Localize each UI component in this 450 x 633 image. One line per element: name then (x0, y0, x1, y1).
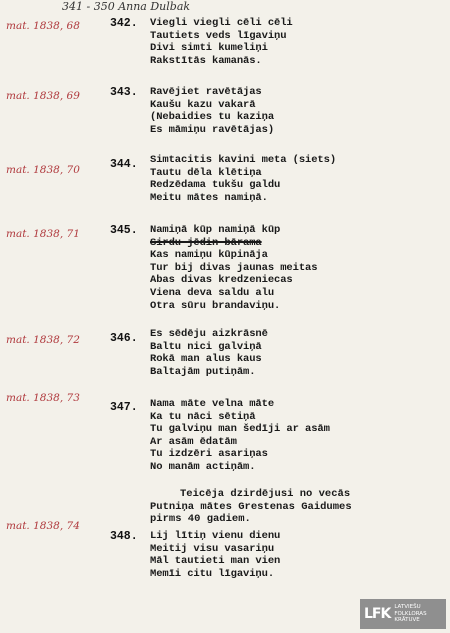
verse-line: Meitu mātes namiņā. (150, 191, 268, 204)
verse-line: Rokā man alus kaus (150, 353, 262, 366)
verse-line: Redzēdama tukšu galdu (150, 179, 281, 192)
verse-line: Baltu nici galviņā (150, 340, 262, 353)
informant-note (150, 488, 352, 526)
archive-reference: mat. 1838, 69 (6, 90, 80, 102)
entry-number: 342. (110, 17, 138, 30)
verse-line: No manām actiņām. (150, 460, 256, 473)
verse-line: Kas namiņu kūpināja (150, 249, 268, 262)
verse-line: Tur bij divas jaunas meitas (150, 261, 318, 274)
verse-lines (150, 398, 330, 474)
verse-line: Māl tautieti man vien (150, 555, 281, 568)
verse-lines (150, 530, 280, 580)
archive-reference: mat. 1838, 68 (6, 20, 80, 32)
archive-reference: mat. 1838, 74 (6, 520, 80, 532)
note-line: pirms 40 gadiem. (150, 513, 251, 526)
verse-line: Ravējiet ravētājas (150, 86, 262, 98)
logo-mark: LFK (364, 606, 391, 622)
archive-logo (360, 599, 446, 629)
logo-text-line: LATVIEŠU (394, 604, 421, 611)
verse-lines (150, 17, 293, 67)
page-header: 341 - 350 Anna Dulbak (62, 0, 191, 13)
verse-lines (150, 154, 336, 204)
verse-line: Baltajām putiņām. (150, 365, 256, 378)
verse-line: Simtacitis kavini meta (siets) (150, 154, 337, 166)
verse-line: Kaušu kazu vakarā (150, 98, 256, 111)
note-line: Teicēja dzirdējusi no vecās (180, 488, 351, 500)
entry-number: 348. (110, 530, 138, 543)
verse-line: Divi simti kumeliņi (150, 42, 268, 55)
verse-lines (150, 86, 274, 136)
entry-number: 346. (110, 332, 138, 345)
entry-number: 343. (110, 86, 138, 99)
verse-line: Rakstītās kamanās. (150, 54, 262, 67)
entry-number: 345. (110, 224, 138, 237)
archive-reference: mat. 1838, 70 (6, 164, 80, 176)
note-line: Putniņa mātes Grestenas Gaidumes (150, 500, 352, 513)
verse-line: Es māmiņu ravētājas) (150, 123, 275, 136)
archive-reference: mat. 1838, 72 (6, 334, 80, 346)
verse-line: Abas divas kredzeniecas (150, 274, 293, 287)
verse-line: Es sēdēju aizkrāsnē (150, 328, 268, 340)
verse-line: Memīi citu līgaviņu. (150, 567, 275, 580)
entry-number: 347. (110, 401, 138, 414)
archive-reference: mat. 1838, 71 (6, 228, 80, 240)
verse-line: Ka tu nāci sētiņā (150, 410, 256, 423)
verse-line: Nama māte velna māte (150, 398, 275, 410)
verse-lines (150, 224, 317, 312)
logo-text-line: KRĀTUVE (394, 617, 420, 624)
archive-reference: mat. 1838, 73 (6, 392, 80, 404)
verse-line: Viena deva saldu alu (150, 286, 275, 299)
verse-line: Tautiets veds līgaviņu (150, 29, 287, 42)
verse-line: Lij lītiņ vienu dienu (150, 530, 281, 542)
verse-line: Otra sūru brandaviņu. (150, 299, 281, 312)
verse-line: Viegli viegli cēli cēli (150, 17, 293, 29)
logo-text (394, 604, 426, 624)
verse-line: Tu izdzēri asariņas (150, 448, 268, 461)
verse-line: Tautu dēla klētiņa (150, 166, 262, 179)
entry-number: 344. (110, 158, 138, 171)
verse-line: Tu galviņu man šedīji ar asām (150, 423, 330, 436)
verse-lines (150, 328, 268, 378)
verse-line: (Nebaidies tu kaziņa (150, 111, 275, 124)
struck-verse-line: Sirdu jēdin bārama (150, 236, 262, 249)
verse-line: Ar asām ēdatām (150, 435, 237, 448)
logo-text-line: FOLKLORAS (394, 610, 427, 617)
verse-line: Namiņā kūp namiņā kūp (150, 224, 281, 236)
verse-line: Meitij visu vasariņu (150, 542, 275, 555)
